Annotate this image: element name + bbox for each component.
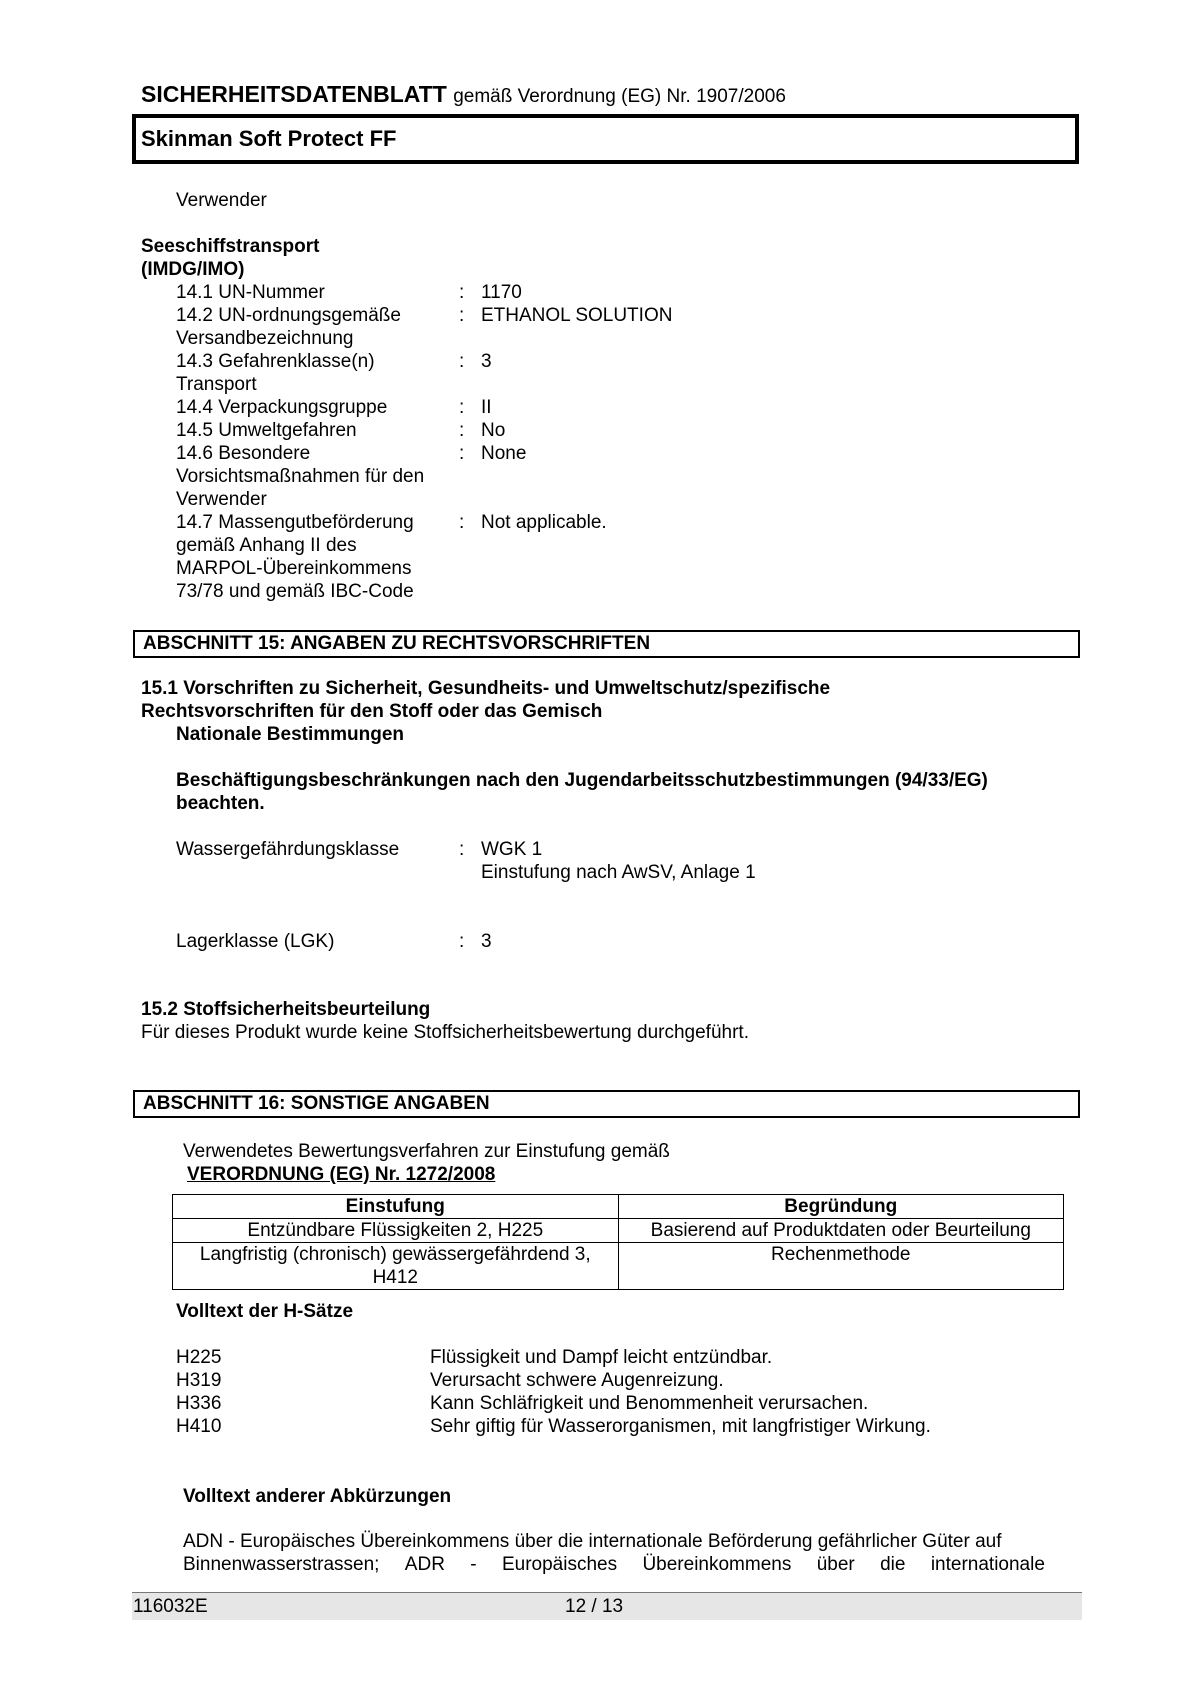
abbreviation-word: über	[816, 1554, 855, 1575]
header-regulation: gemäß Verordnung (EG) Nr. 1907/2006	[453, 86, 786, 107]
colon: :	[459, 420, 465, 441]
colon: :	[459, 443, 465, 464]
abbreviation-word: Übereinkommens	[642, 1554, 792, 1575]
sea-transport-heading: Seeschiffstransport (IMDG/IMO)	[141, 236, 320, 280]
h-sentence-row	[176, 1369, 1076, 1392]
section-16-header: ABSCHNITT 16: SONSTIGE ANGABEN	[133, 1090, 1080, 1118]
lgk-value: 3	[481, 931, 492, 952]
h-sentence-row	[176, 1392, 1076, 1415]
sea-transport-label: 14.2 UN-ordnungsgemäße Versandbezeichnung	[176, 305, 401, 349]
classification-table	[172, 1194, 1064, 1290]
wgk-value: WGK 1 Einstufung nach AwSV, Anlage 1	[481, 839, 756, 883]
h-sentence-text: Verursacht schwere Augenreizung.	[430, 1370, 724, 1391]
sea-transport-value: ETHANOL SOLUTION	[481, 305, 673, 326]
sea-transport-label: 14.5 Umweltgefahren	[176, 420, 357, 441]
table-header-row	[173, 1195, 1064, 1219]
section-15-1-title: 15.1 Vorschriften zu Sicherheit, Gesundheits- und Umweltschutz/spezifische Rechtsvorschriften für den Stoff oder das Gemisch	[141, 678, 831, 722]
sea-transport-value: Not applicable.	[481, 512, 607, 533]
h-sentence-code: H410	[176, 1416, 222, 1437]
sea-transport-table	[176, 281, 876, 603]
table-cell: Entzündbare Flüssigkeiten 2, H225	[173, 1219, 619, 1243]
colon: :	[459, 351, 465, 372]
sea-transport-value: 3	[481, 351, 492, 372]
h-sentence-code: H225	[176, 1347, 222, 1368]
h-sentence-row	[176, 1415, 1076, 1438]
wgk-colon: :	[459, 839, 465, 860]
table-row	[173, 1219, 1064, 1243]
document-header	[141, 80, 786, 111]
abbreviation-word: -	[470, 1554, 477, 1575]
h-sentence-code: H319	[176, 1370, 222, 1391]
abbreviation-word: die	[880, 1554, 906, 1575]
colon: :	[459, 282, 465, 303]
h-sentences-list	[176, 1346, 1076, 1438]
youth-protection-note: Beschäftigungsbeschränkungen nach den Jugendarbeitsschutzbestimmungen (94/33/EG) beachten.	[176, 770, 988, 814]
header-title: SICHERHEITSDATENBLATT	[141, 81, 447, 107]
sea-transport-value: II	[481, 397, 492, 418]
abbreviations-title: Volltext anderer Abkürzungen	[183, 1486, 452, 1507]
sea-transport-label: 14.6 Besondere Vorsichtsmaßnahmen für den Verwender	[176, 443, 425, 510]
table-cell: Langfristig (chronisch) gewässergefährdend 3, H412	[173, 1243, 619, 1290]
section-15-header: ABSCHNITT 15: ANGABEN ZU RECHTSVORSCHRIFTEN	[133, 630, 1080, 658]
page-number: 12 / 13	[565, 1596, 624, 1617]
footer-document-code: 116032E	[133, 1596, 208, 1617]
section-15-2-text: Für dieses Produkt wurde keine Stoffsicherheitsbewertung durchgeführt.	[141, 1022, 749, 1043]
h-sentence-code: H336	[176, 1393, 222, 1414]
colon: :	[459, 305, 465, 326]
sea-transport-label: 14.3 Gefahrenklasse(n) Transport	[176, 351, 375, 395]
table-cell: Basierend auf Produktdaten oder Beurteilung	[618, 1219, 1063, 1243]
lgk-colon: :	[459, 931, 465, 952]
sea-transport-row	[176, 419, 876, 442]
sea-transport-row	[176, 511, 876, 603]
table-cell: Rechenmethode	[618, 1243, 1063, 1290]
h-sentence-text: Flüssigkeit und Dampf leicht entzündbar.	[430, 1347, 773, 1368]
sea-transport-value: None	[481, 443, 527, 464]
assessment-method-text: Verwendetes Bewertungsverfahren zur Einstufung gemäß	[183, 1141, 670, 1162]
h-sentences-title: Volltext der H-Sätze	[176, 1301, 354, 1322]
national-regulations-heading: Nationale Bestimmungen	[176, 724, 405, 745]
sea-transport-label: 14.4 Verpackungsgruppe	[176, 397, 388, 418]
abbreviation-word: ADR	[404, 1554, 445, 1575]
table-row	[173, 1243, 1064, 1290]
sea-transport-row	[176, 304, 876, 350]
sea-transport-row	[176, 281, 876, 304]
colon: :	[459, 512, 465, 533]
regulation-reference: VERORDNUNG (EG) Nr. 1272/2008	[187, 1164, 496, 1185]
sea-transport-value: 1170	[481, 282, 522, 303]
lgk-label: Lagerklasse (LGK)	[176, 931, 335, 952]
sea-transport-value: No	[481, 420, 506, 441]
abbreviation-word: Binnenwasserstrassen;	[183, 1554, 380, 1575]
wgk-label: Wassergefährdungsklasse	[176, 839, 400, 860]
h-sentence-text: Sehr giftig für Wasserorganismen, mit langfristiger Wirkung.	[430, 1416, 931, 1437]
sea-transport-label: 14.1 UN-Nummer	[176, 282, 325, 303]
sea-transport-row	[176, 396, 876, 419]
abbreviation-word: internationale	[930, 1554, 1045, 1575]
table-header-classification: Einstufung	[173, 1195, 619, 1219]
sea-transport-row	[176, 350, 876, 396]
section-15-2-title: 15.2 Stoffsicherheitsbeurteilung	[141, 999, 431, 1020]
abbreviations-text: ADN - Europäisches Übereinkommens über die internationale Beförderung gefährlicher Güter auf Binnenwasserstrassen; ADR - Europäisches Übereinkommens über die internationale	[183, 1531, 1045, 1575]
table-header-justification: Begründung	[618, 1195, 1063, 1219]
colon: :	[459, 397, 465, 418]
sea-transport-row	[176, 442, 876, 511]
product-name: Skinman Soft Protect FF	[141, 126, 397, 151]
h-sentence-row	[176, 1346, 1076, 1369]
carryover-text: Verwender	[176, 190, 267, 211]
abbreviation-word: Europäisches	[501, 1554, 618, 1575]
h-sentence-text: Kann Schläfrigkeit und Benommenheit verursachen.	[430, 1393, 869, 1414]
sea-transport-label: 14.7 Massengutbeförderung gemäß Anhang II des MARPOL-Übereinkommens 73/78 und gemäß IBC-Code	[176, 512, 414, 602]
